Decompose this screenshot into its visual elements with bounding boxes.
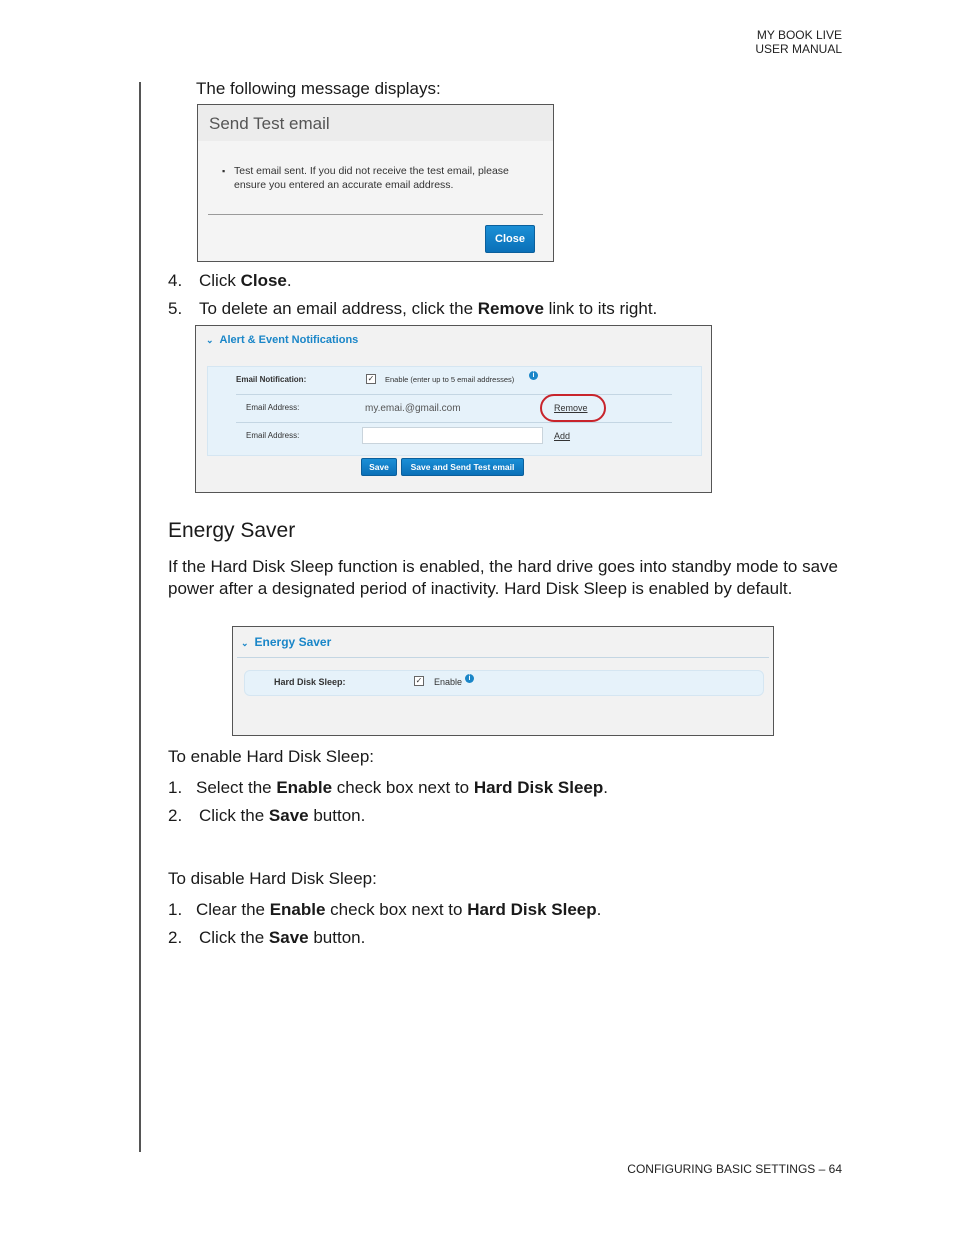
- disable-step-2: [168, 927, 365, 949]
- enable-label: Enable: [434, 677, 463, 687]
- dialog-divider: [208, 214, 543, 215]
- email-settings-box: [207, 366, 702, 456]
- dialog-message: ▪ Test email sent. If you did not receive the test email, please ensure you entered an accurate email address.: [234, 164, 534, 192]
- step-bold: Save: [268, 928, 309, 947]
- hard-disk-sleep-label: Hard Disk Sleep:: [274, 677, 346, 687]
- step-text: Clear the: [196, 900, 270, 919]
- chevron-down-icon: ⌄: [241, 638, 249, 648]
- save-and-send-test-email-button[interactable]: Save and Send Test email: [401, 458, 524, 476]
- step-number: 2.: [168, 928, 183, 947]
- step-bold: Hard Disk Sleep: [473, 778, 604, 797]
- panel-divider: [237, 657, 769, 658]
- close-button[interactable]: Close: [485, 225, 535, 253]
- save-button[interactable]: Save: [361, 458, 397, 476]
- email-address-value: my.emai.@gmail.com: [365, 403, 461, 414]
- margin-rule: [139, 82, 141, 1152]
- step-4: [168, 270, 292, 292]
- alert-notifications-panel: [195, 325, 712, 493]
- step-text: button.: [308, 806, 366, 825]
- step-number: 1.: [168, 900, 183, 919]
- step-text: Click the: [199, 928, 269, 947]
- step-bold: Remove: [477, 299, 544, 318]
- step-text: .: [286, 271, 292, 290]
- add-link[interactable]: Add: [554, 431, 571, 441]
- dialog-title: Send Test email: [209, 114, 330, 133]
- step-bold: Hard Disk Sleep: [467, 900, 597, 919]
- email-address-label: Email Address:: [246, 431, 300, 440]
- enable-intro: To enable Hard Disk Sleep:: [168, 747, 375, 766]
- step-bold: Enable: [276, 778, 333, 797]
- email-address-input[interactable]: [362, 427, 543, 444]
- info-icon[interactable]: i: [465, 674, 474, 683]
- email-notification-label: Email Notification:: [236, 375, 307, 384]
- send-test-email-dialog: [197, 104, 554, 262]
- enable-step-1: [168, 777, 608, 799]
- header-product: MY BOOK LIVE: [756, 28, 842, 42]
- energy-panel-title: Energy Saver: [254, 635, 332, 649]
- hard-disk-sleep-row: [244, 670, 764, 696]
- page-footer: CONFIGURING BASIC SETTINGS – 64: [627, 1162, 842, 1176]
- step-text: Select the: [196, 778, 277, 797]
- chevron-down-icon: ⌄: [206, 335, 214, 345]
- step-text: button.: [308, 928, 366, 947]
- email-enable-label: Enable (enter up to 5 email addresses): [385, 375, 515, 384]
- alert-panel-title: Alert & Event Notifications: [219, 334, 359, 346]
- step-number: 4.: [168, 271, 183, 290]
- row-divider: [236, 394, 672, 395]
- step-text: .: [596, 900, 602, 919]
- section-body: If the Hard Disk Sleep function is enabled, the hard drive goes into standby mode to save power after a designated period of inactivity. Hard Disk Sleep is enabled by default.: [168, 557, 839, 598]
- alert-panel-header[interactable]: [206, 334, 358, 346]
- step-text: link to its right.: [543, 299, 658, 318]
- step-text: Click the: [199, 806, 269, 825]
- energy-saver-panel: [232, 626, 774, 736]
- hard-disk-sleep-checkbox[interactable]: ✓: [415, 676, 423, 685]
- email-enable-checkbox[interactable]: ✓: [367, 374, 375, 383]
- running-header: [755, 28, 842, 56]
- disable-step-1: [168, 899, 601, 921]
- intro-text: The following message displays:: [196, 79, 441, 98]
- enable-step-2: [168, 805, 365, 827]
- step-number: 2.: [168, 806, 183, 825]
- step-bold: Close: [240, 271, 287, 290]
- disable-intro: To disable Hard Disk Sleep:: [168, 869, 377, 888]
- remove-link[interactable]: Remove: [554, 403, 588, 413]
- header-manual: USER MANUAL: [755, 42, 842, 56]
- step-text: To delete an email address, click the: [199, 299, 478, 318]
- step-bold: Save: [268, 806, 309, 825]
- row-divider: [236, 422, 672, 423]
- step-text: .: [603, 778, 609, 797]
- step-number: 5.: [168, 299, 183, 318]
- step-text: check box next to: [332, 778, 474, 797]
- email-address-label: Email Address:: [246, 403, 300, 412]
- step-5: [168, 298, 657, 320]
- step-text: Click: [199, 271, 241, 290]
- step-text: check box next to: [325, 900, 468, 919]
- info-icon[interactable]: i: [529, 371, 538, 380]
- section-title: Energy Saver: [168, 519, 296, 542]
- energy-panel-header[interactable]: [241, 635, 331, 649]
- step-number: 1.: [168, 778, 183, 797]
- step-bold: Enable: [269, 900, 326, 919]
